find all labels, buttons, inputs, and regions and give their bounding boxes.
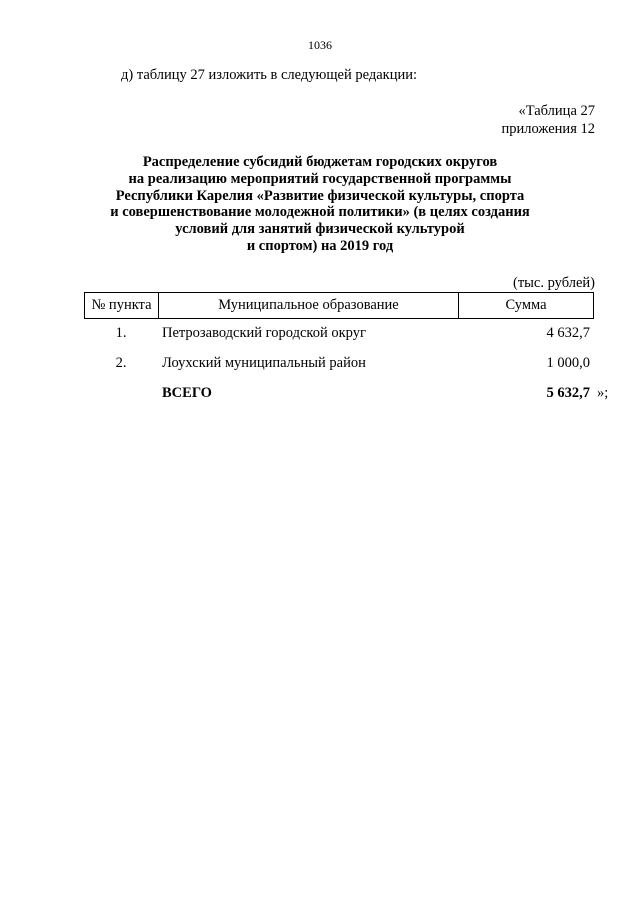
page-number: 1036 xyxy=(308,38,332,52)
row-amount: 1 000,0 xyxy=(546,355,590,371)
header-item-number: № пункта xyxy=(85,293,159,318)
total-label: ВСЕГО xyxy=(162,385,212,401)
document-title xyxy=(80,154,560,255)
title-line: Распределение субсидий бюджетам городских округов xyxy=(142,154,498,170)
row-municipality: Петрозаводский городской округ xyxy=(162,325,366,341)
units-label: (тыс. рублей) xyxy=(513,275,595,291)
title-line: и спортом) на 2019 год xyxy=(246,237,394,254)
table-header xyxy=(84,292,594,319)
header-amount: Сумма xyxy=(505,297,547,313)
table-total-row xyxy=(84,385,594,405)
table-reference-line-2: приложения 12 xyxy=(501,121,595,137)
total-amount: 5 632,7 xyxy=(546,385,590,401)
row-amount: 4 632,7 xyxy=(546,325,590,341)
row-number: 1. xyxy=(115,325,127,341)
table-row xyxy=(84,355,594,375)
table-reference-line-1: «Таблица 27 xyxy=(518,103,595,119)
title-line: Республики Карелия «Развитие физической культуры, спорта xyxy=(115,187,525,204)
row-municipality: Лоухский муниципальный район xyxy=(162,355,366,371)
row-number: 2. xyxy=(115,355,127,371)
intro-text: д) таблицу 27 изложить в следующей редакции: xyxy=(121,67,418,83)
title-line: и совершенствование молодежной политики» (в целях создания xyxy=(110,204,530,221)
table-reference xyxy=(502,102,595,138)
header-municipality: Муниципальное образование xyxy=(159,293,459,318)
title-line: на реализацию мероприятий государственной программы xyxy=(128,170,512,187)
closing-quote-mark: »; xyxy=(597,385,609,401)
table-row xyxy=(84,325,594,345)
title-line: условий для занятий физической культурой xyxy=(175,221,465,238)
